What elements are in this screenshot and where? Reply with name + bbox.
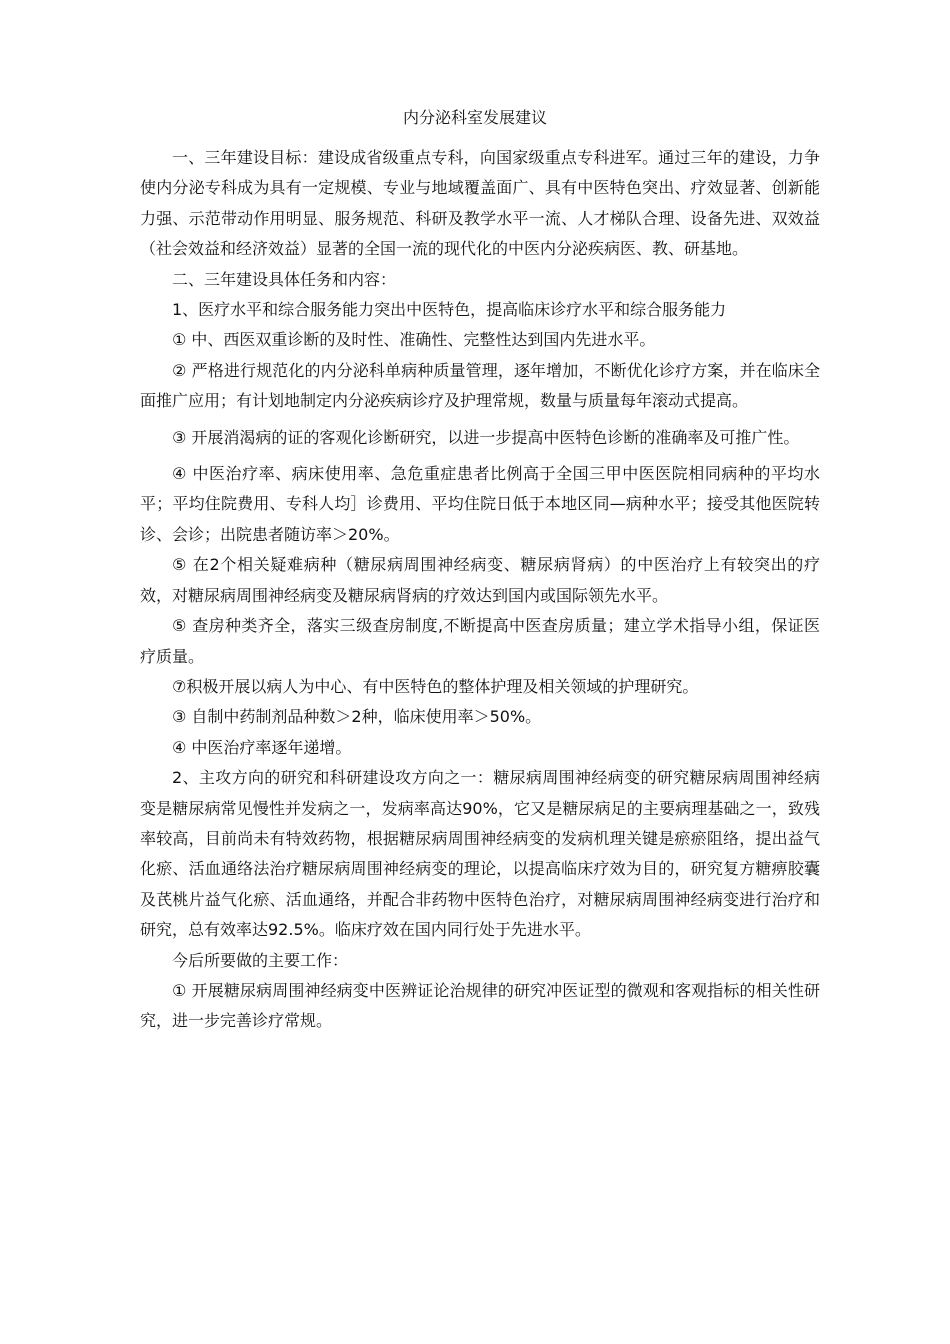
paragraph-item: ④ 中医治疗率、病床使用率、急危重症患者比例高于全国三甲中医医院相同病种的平均水平；平均住院费用、专科人均］诊费用、平均住院日低于本地区同—病种水平；接受其他医院转诊、会诊；出院患者随访率＞20%。 [140, 464, 820, 544]
document-title: 内分泌科室发展建议 [402, 108, 547, 127]
paragraph-item: ③ 自制中药制剂品种数＞2种，临床使用率＞50%。 [172, 707, 542, 727]
paragraph-item: ① 开展糖尿病周围神经病变中医辨证论治规律的研究冲医证型的微观和客观指标的相关性研究，进一步完善诊疗常规。 [140, 980, 820, 1031]
paragraph-item: ③ 开展消渴病的证的客观化诊断研究，以进一步提高中医特色诊断的准确率及可推广性。 [172, 427, 800, 447]
paragraph-item: ① 中、西医双重诊断的及时性、准确性、完整性达到国内先进水平。 [172, 330, 656, 350]
document-body [140, 143, 820, 1037]
paragraph-item: ⑦积极开展以病人为中心、有中医特色的整体护理及相关领域的护理研究。 [172, 676, 699, 696]
paragraph-goal: 一、三年建设目标：建设成省级重点专科，向国家级重点专科进军。通过三年的建设，力争使内分泌专科成为具有一定规模、专业与地域覆盖面广、具有中医特色突出、疗效显著、创新能力强、示范带动作用明显、服务规范、科研及教学水平一流、人才梯队合理、设备先进、双效益（社会效益和经济效益）显著的全国一流的现代化的中医内分泌疾病医、教、研基地。 [140, 148, 820, 259]
paragraph-item: ⑤ 在2个相关疑难病种（糖尿病周围神经病变、糖尿病肾病）的中医治疗上有较突出的疗效，对糖尿病周围神经病变及糖尿病肾病的疗效达到国内或国际领先水平。 [140, 555, 820, 605]
paragraph-tasks-heading: 二、三年建设具体任务和内容： [172, 269, 397, 289]
paragraph-section-1: 1、医疗水平和综合服务能力突出中医特色，提高临床诊疗水平和综合服务能力 [172, 300, 727, 320]
paragraph-item: ② 严格进行规范化的内分泌科单病种质量管理，逐年增加，不断优化诊疗方案，并在临床全面推广应用；有计划地制定内分泌疾病诊疗及护理常规，数量与质量每年滚动式提高。 [140, 360, 820, 411]
paragraph-future-work-heading: 今后所要做的主要工作： [172, 950, 349, 970]
paragraph-item: ④ 中医治疗率逐年递增。 [172, 737, 352, 757]
paragraph-section-2: 2、主攻方向的研究和科研建设攻方向之一：糖尿病周围神经病变的研究糖尿病周围神经病变是糖尿病常见慢性并发病之一，发病率高达90%，它又是糖尿病足的主要病理基础之一，致残率较高，目前尚未有特效药物，根据糖尿病周围神经病变的发病机理关键是瘀瘀阻络，提出益气化瘀、活血通络法治疗糖尿病周围神经病变的理论，以提高临床疗效为目的，研究复方糖痹胶囊及芪桃片益气化瘀、活血通络，并配合非药物中医特色治疗，对糖尿病周围神经病变进行治疗和研究，总有效率达92.5%。临床疗效在国内同行处于先进水平。 [140, 768, 820, 940]
paragraph-item: ⑤ 查房种类齐全，落实三级查房制度,不断提高中医查房质量；建立学术指导小组，保证医疗质量。 [140, 616, 820, 666]
